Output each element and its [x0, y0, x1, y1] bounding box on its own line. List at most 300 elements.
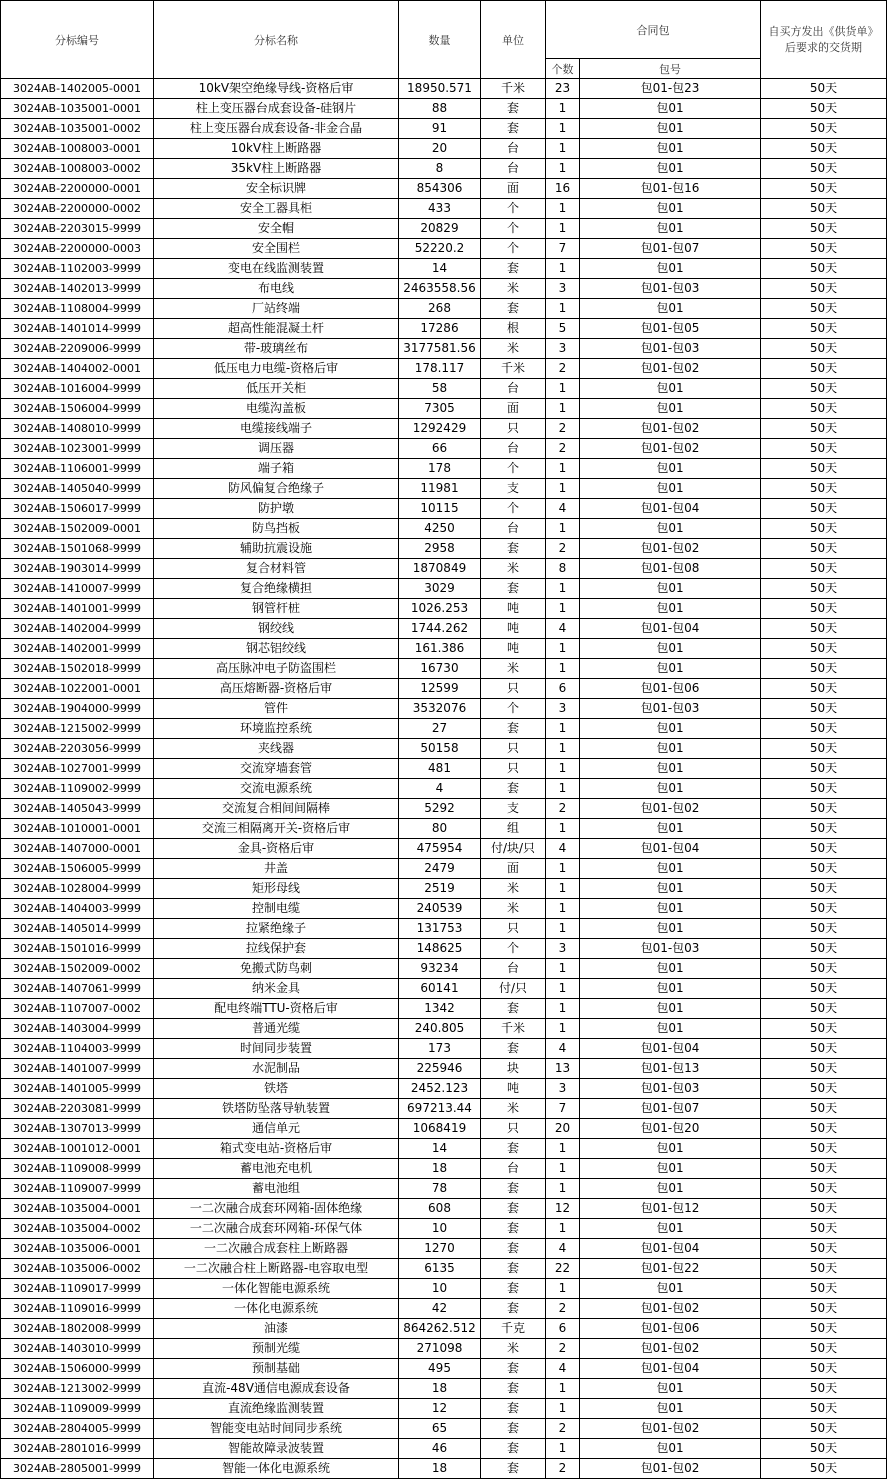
cell-unit: 套 [481, 1219, 546, 1239]
cell-delivery: 50天 [761, 819, 887, 839]
table-row [1, 1099, 887, 1119]
table-row [1, 799, 887, 819]
cell-package: 包01-包03 [580, 699, 761, 719]
cell-quantity: 93234 [399, 959, 481, 979]
cell-name: 交流穿墙套管 [154, 759, 399, 779]
cell-delivery: 50天 [761, 479, 887, 499]
cell-code: 3024AB-1506004-9999 [1, 399, 154, 419]
header-package-number: 包号 [580, 59, 761, 79]
cell-package: 包01 [580, 199, 761, 219]
cell-code: 3024AB-1502009-0001 [1, 519, 154, 539]
table-row [1, 1319, 887, 1339]
cell-delivery: 50天 [761, 579, 887, 599]
cell-package: 包01-包07 [580, 239, 761, 259]
cell-package: 包01 [580, 399, 761, 419]
cell-name: 柱上变压器台成套设备-硅钢片 [154, 99, 399, 119]
cell-count: 22 [546, 1259, 580, 1279]
cell-delivery: 50天 [761, 699, 887, 719]
cell-code: 3024AB-1035001-0002 [1, 119, 154, 139]
cell-code: 3024AB-1001012-0001 [1, 1139, 154, 1159]
cell-package: 包01 [580, 659, 761, 679]
table-row [1, 519, 887, 539]
cell-quantity: 6135 [399, 1259, 481, 1279]
cell-count: 2 [546, 359, 580, 379]
table-row [1, 279, 887, 299]
cell-name: 复合材料管 [154, 559, 399, 579]
cell-quantity: 80 [399, 819, 481, 839]
cell-unit: 根 [481, 319, 546, 339]
cell-package: 包01-包06 [580, 1319, 761, 1339]
cell-package: 包01-包06 [580, 679, 761, 699]
cell-delivery: 50天 [761, 1019, 887, 1039]
cell-unit: 套 [481, 1239, 546, 1259]
cell-code: 3024AB-1035006-0002 [1, 1259, 154, 1279]
cell-package: 包01-包16 [580, 179, 761, 199]
cell-count: 1 [546, 759, 580, 779]
cell-unit: 套 [481, 1039, 546, 1059]
cell-name: 变电在线监测装置 [154, 259, 399, 279]
cell-name: 安全标识牌 [154, 179, 399, 199]
cell-count: 13 [546, 1059, 580, 1079]
cell-code: 3024AB-1102003-9999 [1, 259, 154, 279]
cell-unit: 支 [481, 479, 546, 499]
cell-count: 1 [546, 159, 580, 179]
cell-delivery: 50天 [761, 1099, 887, 1119]
cell-package: 包01 [580, 599, 761, 619]
cell-quantity: 495 [399, 1359, 481, 1379]
cell-name: 通信单元 [154, 1119, 399, 1139]
cell-count: 1 [546, 259, 580, 279]
cell-quantity: 161.386 [399, 639, 481, 659]
cell-quantity: 12 [399, 1399, 481, 1419]
cell-code: 3024AB-1023001-9999 [1, 439, 154, 459]
cell-count: 1 [546, 879, 580, 899]
table-row [1, 739, 887, 759]
cell-quantity: 18 [399, 1159, 481, 1179]
cell-count: 6 [546, 679, 580, 699]
cell-code: 3024AB-1405014-9999 [1, 919, 154, 939]
cell-unit: 米 [481, 879, 546, 899]
cell-unit: 米 [481, 559, 546, 579]
cell-unit: 套 [481, 99, 546, 119]
cell-code: 3024AB-1027001-9999 [1, 759, 154, 779]
cell-delivery: 50天 [761, 1039, 887, 1059]
cell-code: 3024AB-1022001-0001 [1, 679, 154, 699]
cell-package: 包01 [580, 1279, 761, 1299]
cell-name: 免搬式防鸟刺 [154, 959, 399, 979]
cell-count: 2 [546, 1459, 580, 1479]
cell-quantity: 88 [399, 99, 481, 119]
cell-package: 包01-包02 [580, 419, 761, 439]
cell-count: 3 [546, 699, 580, 719]
cell-quantity: 2463558.56 [399, 279, 481, 299]
cell-unit: 台 [481, 439, 546, 459]
cell-unit: 米 [481, 279, 546, 299]
cell-package: 包01-包12 [580, 1199, 761, 1219]
table-row [1, 459, 887, 479]
cell-name: 安全工器具柜 [154, 199, 399, 219]
cell-code: 3024AB-1407000-0001 [1, 839, 154, 859]
cell-code: 3024AB-1008003-0002 [1, 159, 154, 179]
cell-code: 3024AB-1403010-9999 [1, 1339, 154, 1359]
table-row [1, 679, 887, 699]
cell-delivery: 50天 [761, 799, 887, 819]
cell-delivery: 50天 [761, 779, 887, 799]
cell-name: 电缆沟盖板 [154, 399, 399, 419]
cell-unit: 米 [481, 339, 546, 359]
table-row [1, 539, 887, 559]
cell-code: 3024AB-2801016-9999 [1, 1439, 154, 1459]
cell-unit: 只 [481, 419, 546, 439]
cell-delivery: 50天 [761, 1279, 887, 1299]
cell-quantity: 18950.571 [399, 79, 481, 99]
cell-code: 3024AB-1401005-9999 [1, 1079, 154, 1099]
cell-count: 1 [546, 1139, 580, 1159]
cell-delivery: 50天 [761, 419, 887, 439]
cell-unit: 千米 [481, 1019, 546, 1039]
cell-code: 3024AB-1035004-0002 [1, 1219, 154, 1239]
cell-count: 1 [546, 119, 580, 139]
cell-quantity: 10 [399, 1279, 481, 1299]
cell-package: 包01 [580, 719, 761, 739]
cell-quantity: 1744.262 [399, 619, 481, 639]
cell-quantity: 268 [399, 299, 481, 319]
cell-package: 包01-包02 [580, 1459, 761, 1479]
cell-unit: 台 [481, 519, 546, 539]
cell-code: 3024AB-1904000-9999 [1, 699, 154, 719]
table-row [1, 319, 887, 339]
cell-count: 1 [546, 739, 580, 759]
cell-count: 1 [546, 819, 580, 839]
cell-quantity: 271098 [399, 1339, 481, 1359]
cell-code: 3024AB-1215002-9999 [1, 719, 154, 739]
cell-count: 5 [546, 319, 580, 339]
cell-count: 1 [546, 719, 580, 739]
cell-name: 夹线器 [154, 739, 399, 759]
table-row [1, 1259, 887, 1279]
cell-name: 低压开关柜 [154, 379, 399, 399]
cell-count: 2 [546, 439, 580, 459]
cell-delivery: 50天 [761, 719, 887, 739]
cell-name: 交流复合相间间隔棒 [154, 799, 399, 819]
table-row [1, 839, 887, 859]
cell-count: 1 [546, 979, 580, 999]
cell-package: 包01 [580, 219, 761, 239]
table-row [1, 499, 887, 519]
cell-count: 1 [546, 519, 580, 539]
table-row [1, 1459, 887, 1479]
cell-quantity: 18 [399, 1459, 481, 1479]
cell-package: 包01-包03 [580, 279, 761, 299]
cell-name: 柱上变压器台成套设备-非金合晶 [154, 119, 399, 139]
cell-code: 3024AB-2805001-9999 [1, 1459, 154, 1479]
cell-count: 1 [546, 199, 580, 219]
cell-delivery: 50天 [761, 339, 887, 359]
cell-delivery: 50天 [761, 519, 887, 539]
cell-name: 高压脉冲电子防盗围栏 [154, 659, 399, 679]
cell-name: 一二次融合成套环网箱-固体绝缘 [154, 1199, 399, 1219]
cell-count: 1 [546, 639, 580, 659]
cell-unit: 台 [481, 159, 546, 179]
cell-delivery: 50天 [761, 619, 887, 639]
cell-count: 7 [546, 239, 580, 259]
cell-count: 1 [546, 379, 580, 399]
table-row [1, 759, 887, 779]
table-row [1, 939, 887, 959]
cell-unit: 只 [481, 1119, 546, 1139]
cell-delivery: 50天 [761, 279, 887, 299]
cell-delivery: 50天 [761, 559, 887, 579]
cell-count: 1 [546, 599, 580, 619]
cell-code: 3024AB-2804005-9999 [1, 1419, 154, 1439]
cell-code: 3024AB-1401014-9999 [1, 319, 154, 339]
cell-count: 1 [546, 1439, 580, 1459]
cell-delivery: 50天 [761, 1259, 887, 1279]
cell-code: 3024AB-1106001-9999 [1, 459, 154, 479]
cell-quantity: 91 [399, 119, 481, 139]
cell-quantity: 12599 [399, 679, 481, 699]
cell-unit: 吨 [481, 599, 546, 619]
table-row [1, 159, 887, 179]
cell-code: 3024AB-2209006-9999 [1, 339, 154, 359]
table-row [1, 899, 887, 919]
table-body [1, 79, 887, 1479]
cell-count: 1 [546, 659, 580, 679]
cell-unit: 套 [481, 259, 546, 279]
cell-code: 3024AB-1016004-9999 [1, 379, 154, 399]
header-delivery-period: 自买方发出《供货单》后要求的交货期 [761, 1, 887, 79]
cell-unit: 吨 [481, 639, 546, 659]
cell-package: 包01 [580, 119, 761, 139]
cell-package: 包01 [580, 1139, 761, 1159]
cell-delivery: 50天 [761, 939, 887, 959]
cell-package: 包01 [580, 639, 761, 659]
cell-quantity: 131753 [399, 919, 481, 939]
cell-package: 包01 [580, 819, 761, 839]
cell-delivery: 50天 [761, 1199, 887, 1219]
cell-unit: 套 [481, 1279, 546, 1299]
cell-name: 防鸟挡板 [154, 519, 399, 539]
cell-code: 3024AB-1109008-9999 [1, 1159, 154, 1179]
cell-code: 3024AB-1010001-0001 [1, 819, 154, 839]
table-row [1, 139, 887, 159]
cell-delivery: 50天 [761, 839, 887, 859]
cell-unit: 面 [481, 859, 546, 879]
cell-name: 井盖 [154, 859, 399, 879]
cell-name: 管件 [154, 699, 399, 719]
cell-quantity: 1068419 [399, 1119, 481, 1139]
cell-unit: 个 [481, 459, 546, 479]
cell-code: 3024AB-1502018-9999 [1, 659, 154, 679]
cell-count: 23 [546, 79, 580, 99]
cell-quantity: 52220.2 [399, 239, 481, 259]
table-row [1, 99, 887, 119]
cell-quantity: 60141 [399, 979, 481, 999]
cell-package: 包01-包20 [580, 1119, 761, 1139]
cell-name: 金具-资格后审 [154, 839, 399, 859]
cell-code: 3024AB-1402005-0001 [1, 79, 154, 99]
cell-package: 包01-包03 [580, 1079, 761, 1099]
cell-delivery: 50天 [761, 259, 887, 279]
cell-package: 包01 [580, 479, 761, 499]
cell-package: 包01-包02 [580, 799, 761, 819]
cell-name: 直流-48V通信电源成套设备 [154, 1379, 399, 1399]
cell-unit: 只 [481, 739, 546, 759]
cell-quantity: 1342 [399, 999, 481, 1019]
cell-code: 3024AB-1109009-9999 [1, 1399, 154, 1419]
cell-count: 12 [546, 1199, 580, 1219]
cell-unit: 支 [481, 799, 546, 819]
cell-code: 3024AB-1104003-9999 [1, 1039, 154, 1059]
cell-package: 包01 [580, 139, 761, 159]
cell-count: 1 [546, 959, 580, 979]
table-row [1, 1019, 887, 1039]
cell-unit: 组 [481, 819, 546, 839]
cell-quantity: 1870849 [399, 559, 481, 579]
cell-quantity: 697213.44 [399, 1099, 481, 1119]
cell-count: 3 [546, 279, 580, 299]
cell-delivery: 50天 [761, 1239, 887, 1259]
cell-count: 2 [546, 419, 580, 439]
table-row [1, 619, 887, 639]
table-header [1, 1, 887, 79]
cell-code: 3024AB-1109007-9999 [1, 1179, 154, 1199]
cell-unit: 个 [481, 219, 546, 239]
cell-code: 3024AB-1108004-9999 [1, 299, 154, 319]
cell-quantity: 433 [399, 199, 481, 219]
table-row [1, 959, 887, 979]
cell-quantity: 20829 [399, 219, 481, 239]
cell-code: 3024AB-1402001-9999 [1, 639, 154, 659]
cell-unit: 套 [481, 1139, 546, 1159]
cell-name: 拉线保护套 [154, 939, 399, 959]
cell-unit: 套 [481, 539, 546, 559]
cell-count: 1 [546, 919, 580, 939]
table-row [1, 1039, 887, 1059]
cell-unit: 米 [481, 659, 546, 679]
cell-quantity: 50158 [399, 739, 481, 759]
cell-name: 调压器 [154, 439, 399, 459]
cell-delivery: 50天 [761, 1399, 887, 1419]
cell-delivery: 50天 [761, 1119, 887, 1139]
cell-code: 3024AB-1506005-9999 [1, 859, 154, 879]
cell-delivery: 50天 [761, 1379, 887, 1399]
cell-count: 16 [546, 179, 580, 199]
cell-name: 安全帽 [154, 219, 399, 239]
cell-name: 高压熔断器-资格后审 [154, 679, 399, 699]
cell-code: 3024AB-1506017-9999 [1, 499, 154, 519]
cell-code: 3024AB-1109016-9999 [1, 1299, 154, 1319]
cell-package: 包01-包04 [580, 839, 761, 859]
cell-name: 防风偏复合绝缘子 [154, 479, 399, 499]
cell-unit: 千克 [481, 1319, 546, 1339]
cell-delivery: 50天 [761, 959, 887, 979]
cell-delivery: 50天 [761, 1439, 887, 1459]
cell-unit: 付/只 [481, 979, 546, 999]
cell-code: 3024AB-1307013-9999 [1, 1119, 154, 1139]
cell-name: 一体化智能电源系统 [154, 1279, 399, 1299]
cell-delivery: 50天 [761, 979, 887, 999]
cell-quantity: 5292 [399, 799, 481, 819]
cell-unit: 套 [481, 1359, 546, 1379]
cell-quantity: 4 [399, 779, 481, 799]
cell-code: 3024AB-1407061-9999 [1, 979, 154, 999]
table-row [1, 1379, 887, 1399]
cell-quantity: 3177581.56 [399, 339, 481, 359]
cell-delivery: 50天 [761, 439, 887, 459]
cell-count: 3 [546, 939, 580, 959]
cell-delivery: 50天 [761, 99, 887, 119]
cell-package: 包01 [580, 1219, 761, 1239]
cell-unit: 个 [481, 939, 546, 959]
cell-code: 3024AB-1405040-9999 [1, 479, 154, 499]
cell-count: 1 [546, 1279, 580, 1299]
table-row [1, 119, 887, 139]
cell-name: 铁塔 [154, 1079, 399, 1099]
cell-name: 蓄电池组 [154, 1179, 399, 1199]
cell-delivery: 50天 [761, 1419, 887, 1439]
cell-name: 蓄电池充电机 [154, 1159, 399, 1179]
cell-name: 控制电缆 [154, 899, 399, 919]
header-package-count: 个数 [546, 59, 580, 79]
cell-delivery: 50天 [761, 1459, 887, 1479]
cell-quantity: 2452.123 [399, 1079, 481, 1099]
cell-count: 1 [546, 999, 580, 1019]
cell-quantity: 2519 [399, 879, 481, 899]
table-row [1, 1219, 887, 1239]
cell-quantity: 1026.253 [399, 599, 481, 619]
table-row [1, 439, 887, 459]
cell-delivery: 50天 [761, 359, 887, 379]
cell-code: 3024AB-1501068-9999 [1, 539, 154, 559]
table-row [1, 1139, 887, 1159]
cell-package: 包01-包04 [580, 619, 761, 639]
table-row [1, 1179, 887, 1199]
cell-delivery: 50天 [761, 399, 887, 419]
cell-delivery: 50天 [761, 79, 887, 99]
cell-name: 一二次融合柱上断路器-电容取电型 [154, 1259, 399, 1279]
cell-delivery: 50天 [761, 879, 887, 899]
cell-code: 3024AB-1035001-0001 [1, 99, 154, 119]
table-row [1, 719, 887, 739]
cell-package: 包01 [580, 159, 761, 179]
cell-unit: 台 [481, 139, 546, 159]
cell-count: 4 [546, 1039, 580, 1059]
cell-name: 厂站终端 [154, 299, 399, 319]
cell-unit: 米 [481, 899, 546, 919]
cell-delivery: 50天 [761, 459, 887, 479]
cell-name: 预制基础 [154, 1359, 399, 1379]
cell-quantity: 78 [399, 1179, 481, 1199]
cell-quantity: 14 [399, 1139, 481, 1159]
cell-code: 3024AB-1404002-0001 [1, 359, 154, 379]
table-row [1, 879, 887, 899]
cell-name: 预制光缆 [154, 1339, 399, 1359]
cell-code: 3024AB-1903014-9999 [1, 559, 154, 579]
cell-quantity: 16730 [399, 659, 481, 679]
cell-code: 3024AB-1404003-9999 [1, 899, 154, 919]
cell-unit: 千米 [481, 359, 546, 379]
header-unit: 单位 [481, 1, 546, 79]
cell-delivery: 50天 [761, 999, 887, 1019]
cell-delivery: 50天 [761, 739, 887, 759]
cell-unit: 只 [481, 759, 546, 779]
cell-code: 3024AB-1405043-9999 [1, 799, 154, 819]
cell-count: 7 [546, 1099, 580, 1119]
header-name: 分标名称 [154, 1, 399, 79]
cell-name: 矩形母线 [154, 879, 399, 899]
table-row [1, 399, 887, 419]
